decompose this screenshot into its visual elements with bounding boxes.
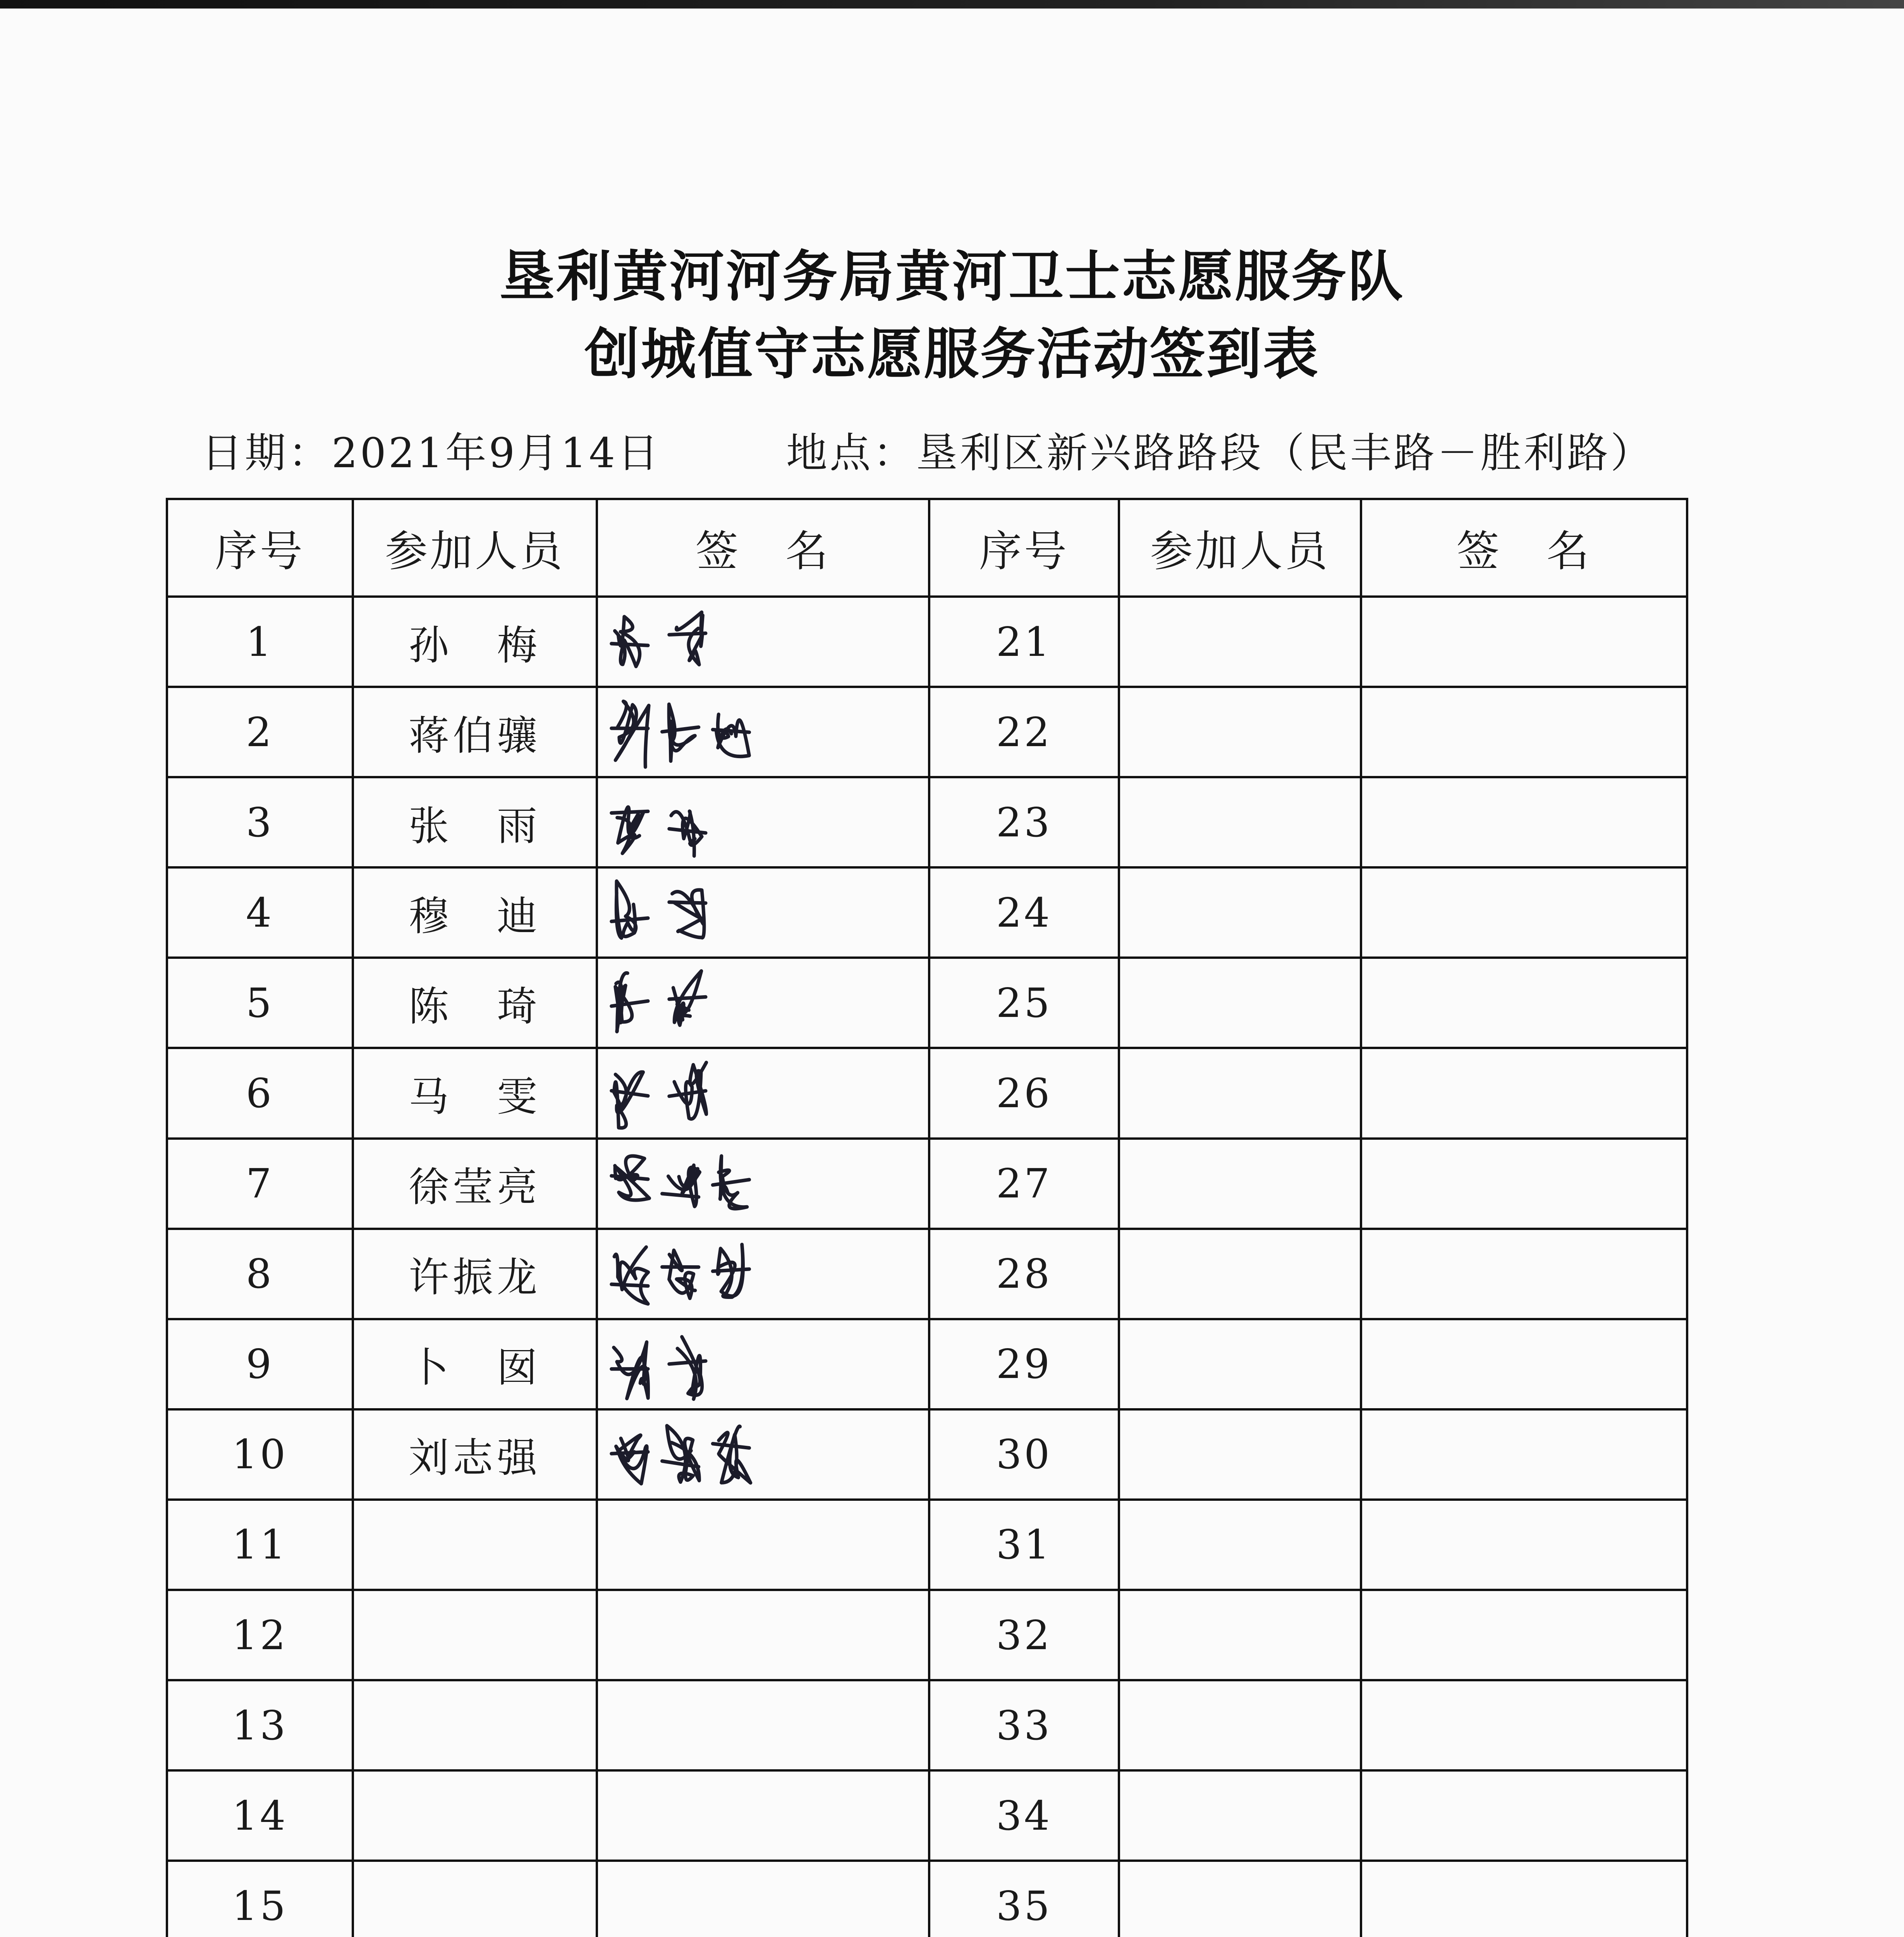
participant-name: [1119, 867, 1361, 958]
signature-cell: [597, 597, 929, 687]
participant-name: [1119, 777, 1361, 867]
signature-stroke: [669, 829, 706, 833]
row-number: 34: [929, 1770, 1119, 1861]
table-row: [167, 1680, 1687, 1770]
signature-stroke: [668, 1165, 699, 1206]
row-number: 26: [929, 1048, 1119, 1138]
participant-name: 许振龙: [353, 1229, 597, 1319]
signature-cell: [1361, 867, 1687, 958]
table-row: [167, 1229, 1687, 1319]
signature-cell: [1361, 687, 1687, 777]
signature-cell: [597, 1861, 929, 1937]
handwritten-signature: [598, 688, 928, 776]
header-participant: 参加人员: [353, 499, 597, 597]
row-number: 5: [167, 958, 353, 1048]
signature-cell: [1361, 1590, 1687, 1680]
row-number: 27: [929, 1139, 1119, 1229]
header-number: 序号: [167, 499, 353, 597]
signature-cell: [1361, 1409, 1687, 1500]
signature-cell: [597, 1590, 929, 1680]
page-title: 垦利黄河河务局黄河卫士志愿服务队: [500, 245, 1404, 309]
participant-name: [1119, 1229, 1361, 1319]
row-number: 28: [929, 1229, 1119, 1319]
participant-name: [353, 1500, 597, 1590]
participant-name: 穆 迪: [353, 867, 597, 958]
table-row: [167, 777, 1687, 867]
row-number: 6: [167, 1048, 353, 1138]
signature-stroke: [677, 1337, 702, 1399]
row-number: 7: [167, 1139, 353, 1229]
signature-stroke: [612, 1452, 648, 1454]
participant-name: 马 雯: [353, 1048, 597, 1138]
row-number: 13: [167, 1680, 353, 1770]
signature-stroke: [669, 902, 706, 903]
signature-stroke: [614, 1072, 643, 1128]
handwritten-signature: [598, 1320, 928, 1408]
header-participant: 参加人员: [1119, 499, 1361, 597]
row-number: 4: [167, 867, 353, 958]
signature-stroke: [612, 1284, 648, 1286]
signature-stroke: [669, 997, 706, 999]
page-subtitle: 创城值守志愿服务活动签到表: [584, 322, 1320, 386]
signature-cell: [1361, 1680, 1687, 1770]
handwritten-signature: [598, 598, 928, 686]
handwritten-signature: [598, 778, 928, 866]
signature-cell: [597, 867, 929, 958]
signature-stroke: [717, 714, 749, 757]
row-number: 2: [167, 687, 353, 777]
signature-stroke: [669, 1250, 695, 1298]
scan-border: [0, 0, 1904, 9]
signature-cell: [597, 1139, 929, 1229]
header-number: 序号: [929, 499, 1119, 597]
signature-cell: [1361, 1770, 1687, 1861]
participant-name: [1119, 958, 1361, 1048]
table-row: [167, 1139, 1687, 1229]
participant-name: [1119, 1861, 1361, 1937]
row-number: 11: [167, 1500, 353, 1590]
signature-cell: [1361, 1229, 1687, 1319]
signature-stroke: [616, 881, 636, 938]
table-row: [167, 1048, 1687, 1138]
participant-name: [1119, 1409, 1361, 1500]
signature-stroke: [615, 701, 649, 767]
sign-in-table: [166, 498, 1688, 1937]
table-row: [167, 1409, 1687, 1500]
signature-cell: [597, 1770, 929, 1861]
row-number: 22: [929, 687, 1119, 777]
signature-cell: [1361, 1139, 1687, 1229]
row-number: 10: [167, 1409, 353, 1500]
row-number: 1: [167, 597, 353, 687]
header-signature: 签 名: [597, 499, 929, 597]
row-number: 14: [167, 1770, 353, 1861]
signature-cell: [1361, 958, 1687, 1048]
signature-cell: [1361, 1319, 1687, 1409]
signature-cell: [597, 1680, 929, 1770]
participant-name: [353, 1861, 597, 1937]
signature-cell: [1361, 1861, 1687, 1937]
signature-stroke: [667, 1426, 699, 1482]
table-row: [167, 687, 1687, 777]
table-row: [167, 1319, 1687, 1409]
table-row: [167, 597, 1687, 687]
row-number: 9: [167, 1319, 353, 1409]
row-number: 12: [167, 1590, 353, 1680]
header-signature: 签 名: [1361, 499, 1687, 597]
signature-stroke: [719, 1426, 751, 1483]
table-row: [167, 1861, 1687, 1937]
signature-stroke: [669, 704, 695, 761]
handwritten-signature: [598, 1140, 928, 1228]
table-row: [167, 867, 1687, 958]
signature-stroke: [713, 1180, 749, 1185]
signature-stroke: [672, 890, 704, 938]
participant-name: [353, 1770, 597, 1861]
participant-name: 孙 梅: [353, 597, 597, 687]
participant-name: [1119, 1319, 1361, 1409]
handwritten-signature: [598, 869, 928, 956]
row-number: 3: [167, 777, 353, 867]
signature-stroke: [612, 643, 648, 645]
handwritten-signature: [598, 1411, 928, 1498]
signature-stroke: [676, 612, 703, 664]
participant-name: [1119, 687, 1361, 777]
signature-cell: [597, 777, 929, 867]
signature-cell: [597, 958, 929, 1048]
signature-stroke: [614, 1247, 648, 1304]
signature-stroke: [713, 1443, 749, 1448]
date-field: 日期：2021年9月14日: [201, 429, 661, 477]
row-number: 23: [929, 777, 1119, 867]
table-row: [167, 1590, 1687, 1680]
signature-cell: [597, 1319, 929, 1409]
participant-name: [1119, 1770, 1361, 1861]
signature-cell: [1361, 1500, 1687, 1590]
row-number: 30: [929, 1409, 1119, 1500]
handwritten-signature: [598, 1230, 928, 1318]
table-row: [167, 958, 1687, 1048]
participant-name: 张 雨: [353, 777, 597, 867]
table-header-row: [167, 499, 1687, 597]
row-number: 24: [929, 867, 1119, 958]
signature-cell: [597, 1048, 929, 1138]
participant-name: [1119, 1590, 1361, 1680]
signature-cell: [1361, 1048, 1687, 1138]
row-number: 33: [929, 1680, 1119, 1770]
participant-name: 徐莹亮: [353, 1139, 597, 1229]
row-number: 31: [929, 1500, 1119, 1590]
participant-name: [353, 1590, 597, 1680]
signature-stroke: [615, 617, 639, 666]
location-field: 地点：垦利区新兴路路段（民丰路－胜利路）: [786, 429, 1654, 477]
signature-cell: [597, 687, 929, 777]
handwritten-signature: [598, 1049, 928, 1137]
participant-name: [1119, 1680, 1361, 1770]
signature-stroke: [612, 812, 648, 813]
participant-name: [353, 1680, 597, 1770]
table-row: [167, 1500, 1687, 1590]
signature-cell: [597, 1229, 929, 1319]
row-number: 32: [929, 1590, 1119, 1680]
signature-stroke: [616, 1435, 647, 1483]
participant-name: 刘志强: [353, 1409, 597, 1500]
signature-stroke: [713, 1269, 749, 1271]
signature-cell: [597, 1500, 929, 1590]
row-number: 25: [929, 958, 1119, 1048]
row-number: 8: [167, 1229, 353, 1319]
signature-stroke: [669, 633, 706, 635]
row-number: 15: [167, 1861, 353, 1937]
handwritten-signature: [598, 959, 928, 1047]
row-number: 35: [929, 1861, 1119, 1937]
participant-name: 卜 囡: [353, 1319, 597, 1409]
participant-name: [1119, 597, 1361, 687]
row-number: 29: [929, 1319, 1119, 1409]
participant-name: 陈 琦: [353, 958, 597, 1048]
signature-cell: [1361, 777, 1687, 867]
table-row: [167, 1770, 1687, 1861]
participant-name: [1119, 1048, 1361, 1138]
participant-name: [1119, 1500, 1361, 1590]
signature-cell: [597, 1409, 929, 1500]
participant-name: [1119, 1139, 1361, 1229]
row-number: 21: [929, 597, 1119, 687]
signature-cell: [1361, 597, 1687, 687]
participant-name: 蒋伯骧: [353, 687, 597, 777]
